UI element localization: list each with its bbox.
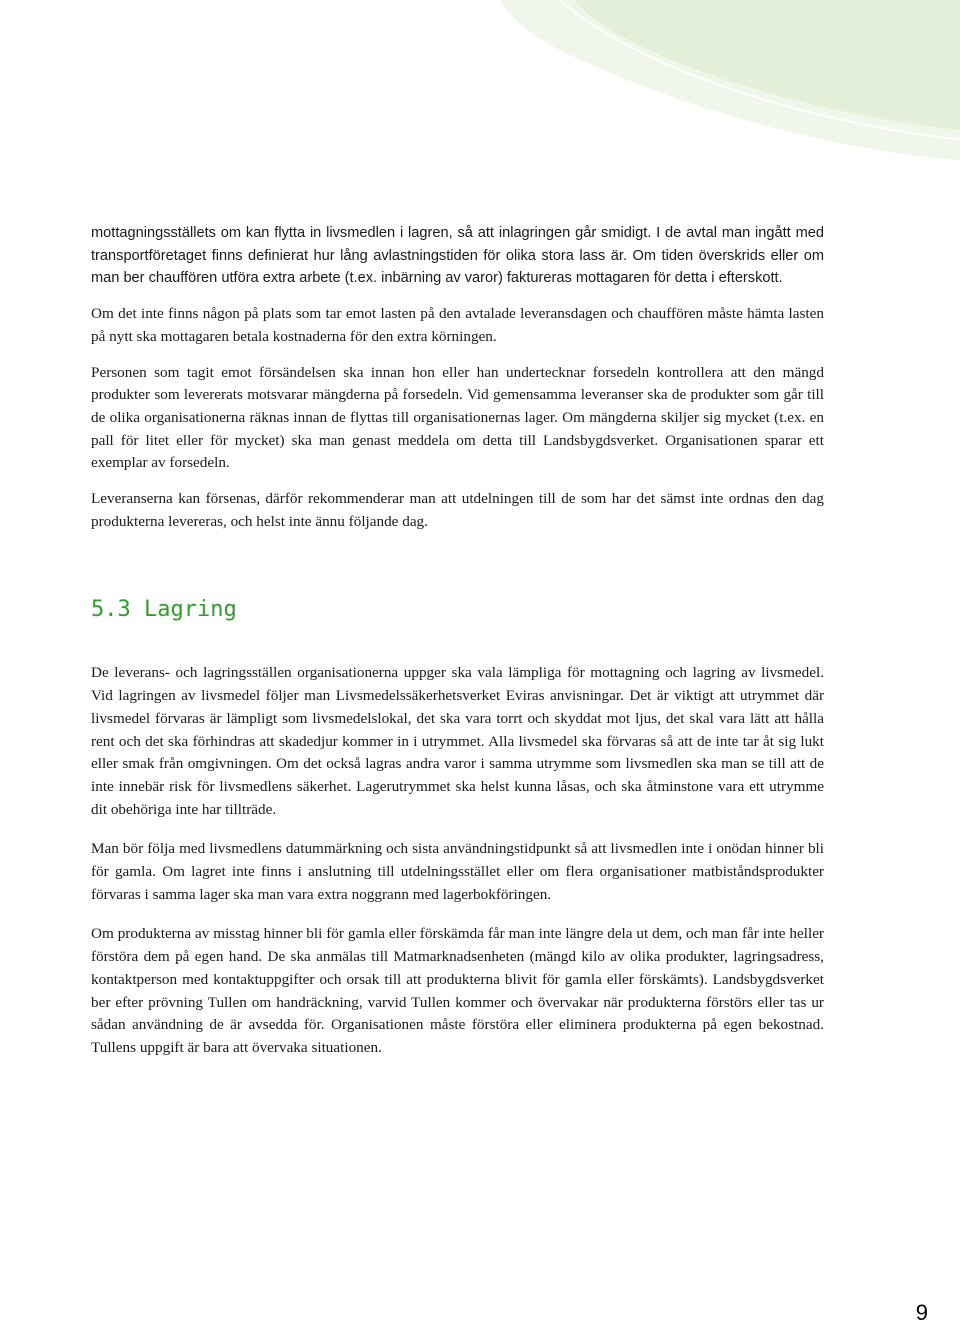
paragraph-transport: mottagningsställets om kan flytta in livsmedlen i lagren, så att inlagringen går smidigt. I de avtal man ingått med transportföretaget finns definierat hur lång avlastningstiden för olika stora lass är. Om tiden överskrids eller om man ber chauffören utföra extra arbete (t.ex. inbärning av varor) faktureras mottagaren för detta i efterskott. <box>91 225 824 287</box>
paragraph-missed-delivery: Om det inte finns någon på plats som tar emot lasten på den avtalade leveransdagen och chauffören måste hämta lasten på nytt ska mottagaren betala kostnaderna för den extra körningen. <box>91 305 824 345</box>
paragraph-receipt-check: Personen som tagit emot försändelsen ska innan hon eller han undertecknar forsedeln kontrollera att den mängd produkter som levererats motsvarar mängderna på forsedeln. Vid gemensamma leveranser ska de produkter som går till de olika organisationerna räknas innan de flyttas till organisationernas lager. Om mängderna skiljer sig mycket (t.ex. en pall för litet eller för mycket) ska man genast meddela om detta till Landsbygdsverket. Organisationen sparar ett exemplar av forsedeln. <box>91 363 824 472</box>
paragraph-storage-requirements: De leverans- och lagringsställen organisationerna uppger ska vala lämpliga för mottagning och lagring av livsmedel. Vid lagringen av livsmedel följer man Livsmedelssäkerhetsverket Eviras anvisningar. Det är viktigt att utrymmet där livsmedel förvaras är lämpligt som livsmedelslokal, det ska vara torrt och skyddat mot ljus, det skal vara lätt att hålla rent och det ska förhindras att skadedjur kommer in i utrymmet. Alla livsmedel ska förvaras så att de inte tar åt sig lukt eller smak från omgivningen. Om det också lagras andra varor i samma utrymme som livsmedlen ska man se till att de inte innebär risk för livsmedlens säkerhet. Lagerutrymmet ska helst kunna låsas, och ska åtminstone vara ett utrymme dit obehöriga inte har tillträde. <box>91 664 824 818</box>
paragraph-spoiled-products: Om produkterna av misstag hinner bli för gamla eller förskämda får man inte längre dela ut dem, och man får inte heller förstöra dem på egen hand. De ska anmälas till Matmarknadsenheten (mängd kilo av olika produkter, lagringsadress, kontaktperson med kontaktuppgifter och orsak till att produkterna blivit för gamla eller förskämts). Landsbygdsverket ber efter prövning Tullen om handräckning, varvid Tullen kommer och övervakar när produkterna förstörs eller tas ur sådan användning de är avsedda för. Organisationen måste förstöra eller eliminera produkterna på egen bekostnad. Tullens uppgift är bara att övervaka situationen. <box>91 925 824 1056</box>
page-number: 9 <box>915 1300 928 1325</box>
leaf-decoration <box>0 0 960 175</box>
paragraph-delays: Leveranserna kan försenas, därför rekommenderar man att utdelningen till de som har det sämst inte ordnas den dag produkterna levereras, och helst inte ännu följande dag. <box>91 490 824 530</box>
document-body <box>91 222 824 1060</box>
paragraph-date-marking: Man bör följa med livsmedlens datummärkning och sista användningstidpunkt så att livsmedlen inte i onödan hinner bli för gamla. Om lagret inte finns i anslutning till utdelningsstället eller om flera organisationer matbiståndsprodukter förvaras i samma lager ska man vara extra noggrann med lagerbokföringen. <box>91 840 824 903</box>
section-heading: 5.3 Lagring <box>91 597 237 623</box>
